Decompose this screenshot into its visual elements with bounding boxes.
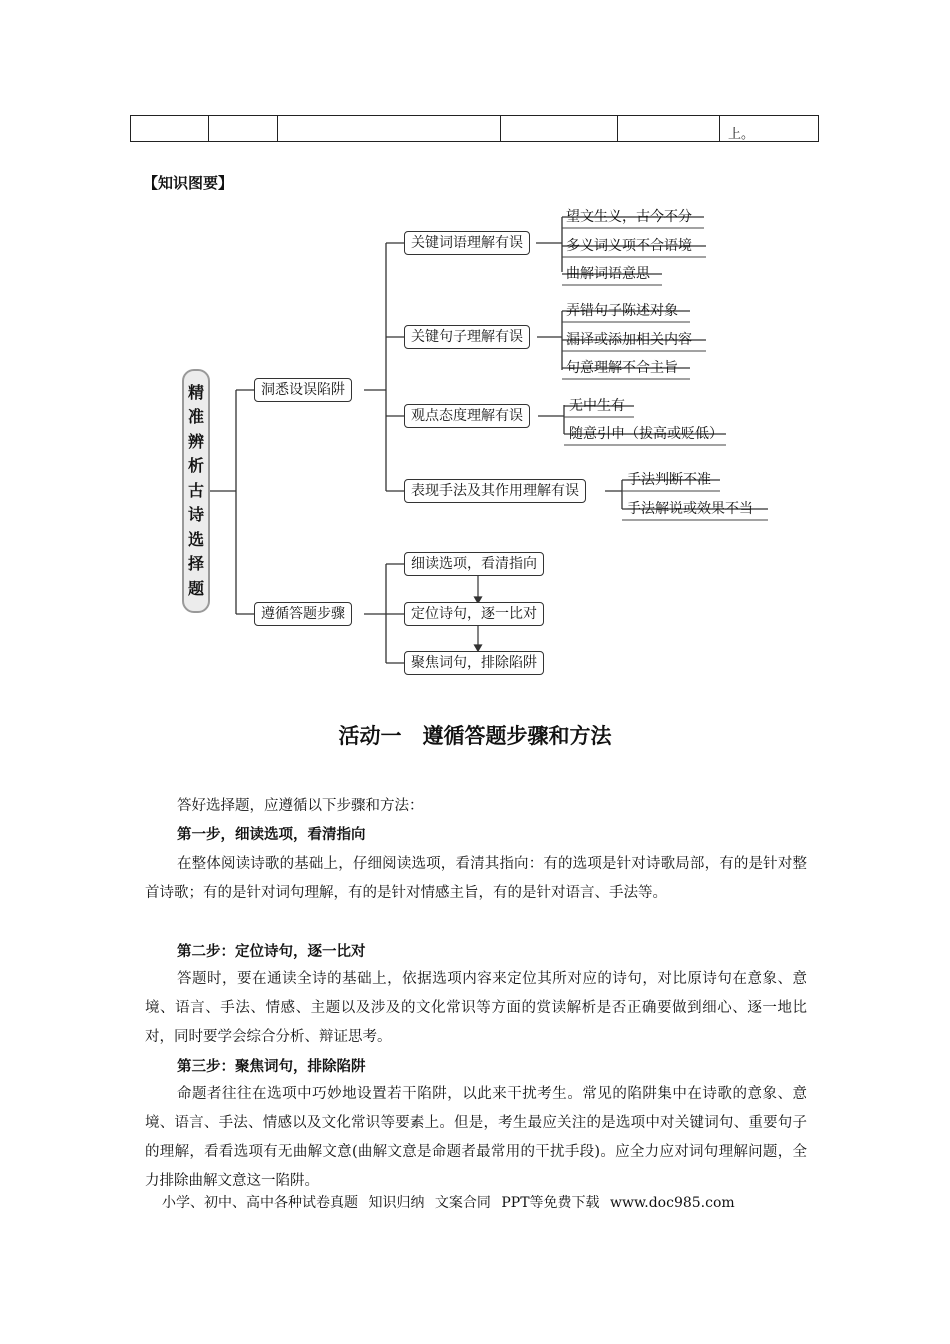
step1-heading: 第一步，细读选项，看清指向 (177, 827, 366, 843)
child-technique: 表现手法及其作用理解有误 (404, 479, 586, 503)
mindmap-root (182, 369, 210, 613)
table-cell-last: 上。 (720, 116, 819, 142)
intro-paragraph: 答好选择题，应遵循以下步骤和方法： (177, 798, 424, 814)
step-box-1: 细读选项，看清指向 (404, 552, 544, 576)
leaf-item: 弄错句子陈述对象 (566, 303, 678, 319)
section-label: 【知识图要】 (143, 174, 234, 192)
root-char: 辨 (187, 431, 204, 451)
branch-steps: 遵循答题步骤 (254, 602, 352, 626)
branch-traps: 洞悉设误陷阱 (254, 378, 352, 402)
root-char: 精 (187, 382, 204, 402)
step-box-2: 定位诗句，逐一比对 (404, 602, 544, 626)
root-char: 诗 (187, 505, 204, 525)
step3-paragraph: 命题者往往在选项中巧妙地设置若干陷阱，以此来干扰考生。常见的陷阱集中在诗歌的意象、意境、语言、手法、情感以及文化常识等要素上。但是，考生最应关注的是选项中对关键词句、重要句子的理解，看看选项有无曲解文意(曲解文意是命题者最常用的干扰手段)。应全力应对词句理解问题，全力排除曲解文意这一陷阱。 (145, 1086, 807, 1189)
step2-paragraph: 答题时，要在通读全诗的基础上，依据选项内容来定位其所对应的诗句，对比原诗句在意象、意境、语言、手法、情感、主题以及涉及的文化常识等方面的赏读解析是否正确要做到细心、逐一地比对，同时要学会综合分析、辩证思考。 (145, 971, 807, 1045)
leaf-item: 无中生有 (569, 398, 625, 414)
step2-heading: 第二步：定位诗句，逐一比对 (177, 944, 366, 960)
root-char: 析 (187, 456, 204, 476)
leaf-item: 随意引申（拔高或贬低） (569, 426, 723, 442)
leaf-item: 句意理解不合主旨 (566, 360, 678, 376)
step-box-3: 聚焦词句，排除陷阱 (404, 651, 544, 675)
child-viewpoint: 观点态度理解有误 (404, 404, 530, 428)
leaf-item: 手法判断不准 (627, 472, 711, 488)
leaf-item: 多义词义项不合语境 (566, 238, 692, 254)
footer-text: 小学、初中、高中各种试卷真题 知识归纳 文案合同 PPT等免费下载 www.doc985.com (162, 1195, 735, 1211)
child-keyword: 关键词语理解有误 (404, 231, 530, 255)
step1-paragraph: 在整体阅读诗歌的基础上，仔细阅读选项，看清其指向：有的选项是针对诗歌局部，有的是针对整首诗歌；有的是针对词句理解，有的是针对情感主旨，有的是针对语言、手法等。 (145, 856, 807, 901)
leaf-item: 曲解词语意思 (566, 266, 650, 282)
root-char: 选 (187, 529, 204, 549)
section-title: 活动一 遵循答题步骤和方法 (338, 724, 612, 748)
root-char: 择 (187, 554, 204, 574)
step3-heading: 第三步：聚焦词句，排除陷阱 (177, 1059, 366, 1075)
leaf-item: 手法解说或效果不当 (627, 501, 753, 517)
root-char: 题 (187, 578, 204, 598)
leaf-item: 望文生义，古今不分 (566, 209, 692, 225)
leaf-item: 漏译或添加相关内容 (566, 332, 692, 348)
root-char: 准 (187, 407, 204, 427)
child-keysentence: 关键句子理解有误 (404, 325, 530, 349)
root-char: 古 (187, 480, 204, 500)
